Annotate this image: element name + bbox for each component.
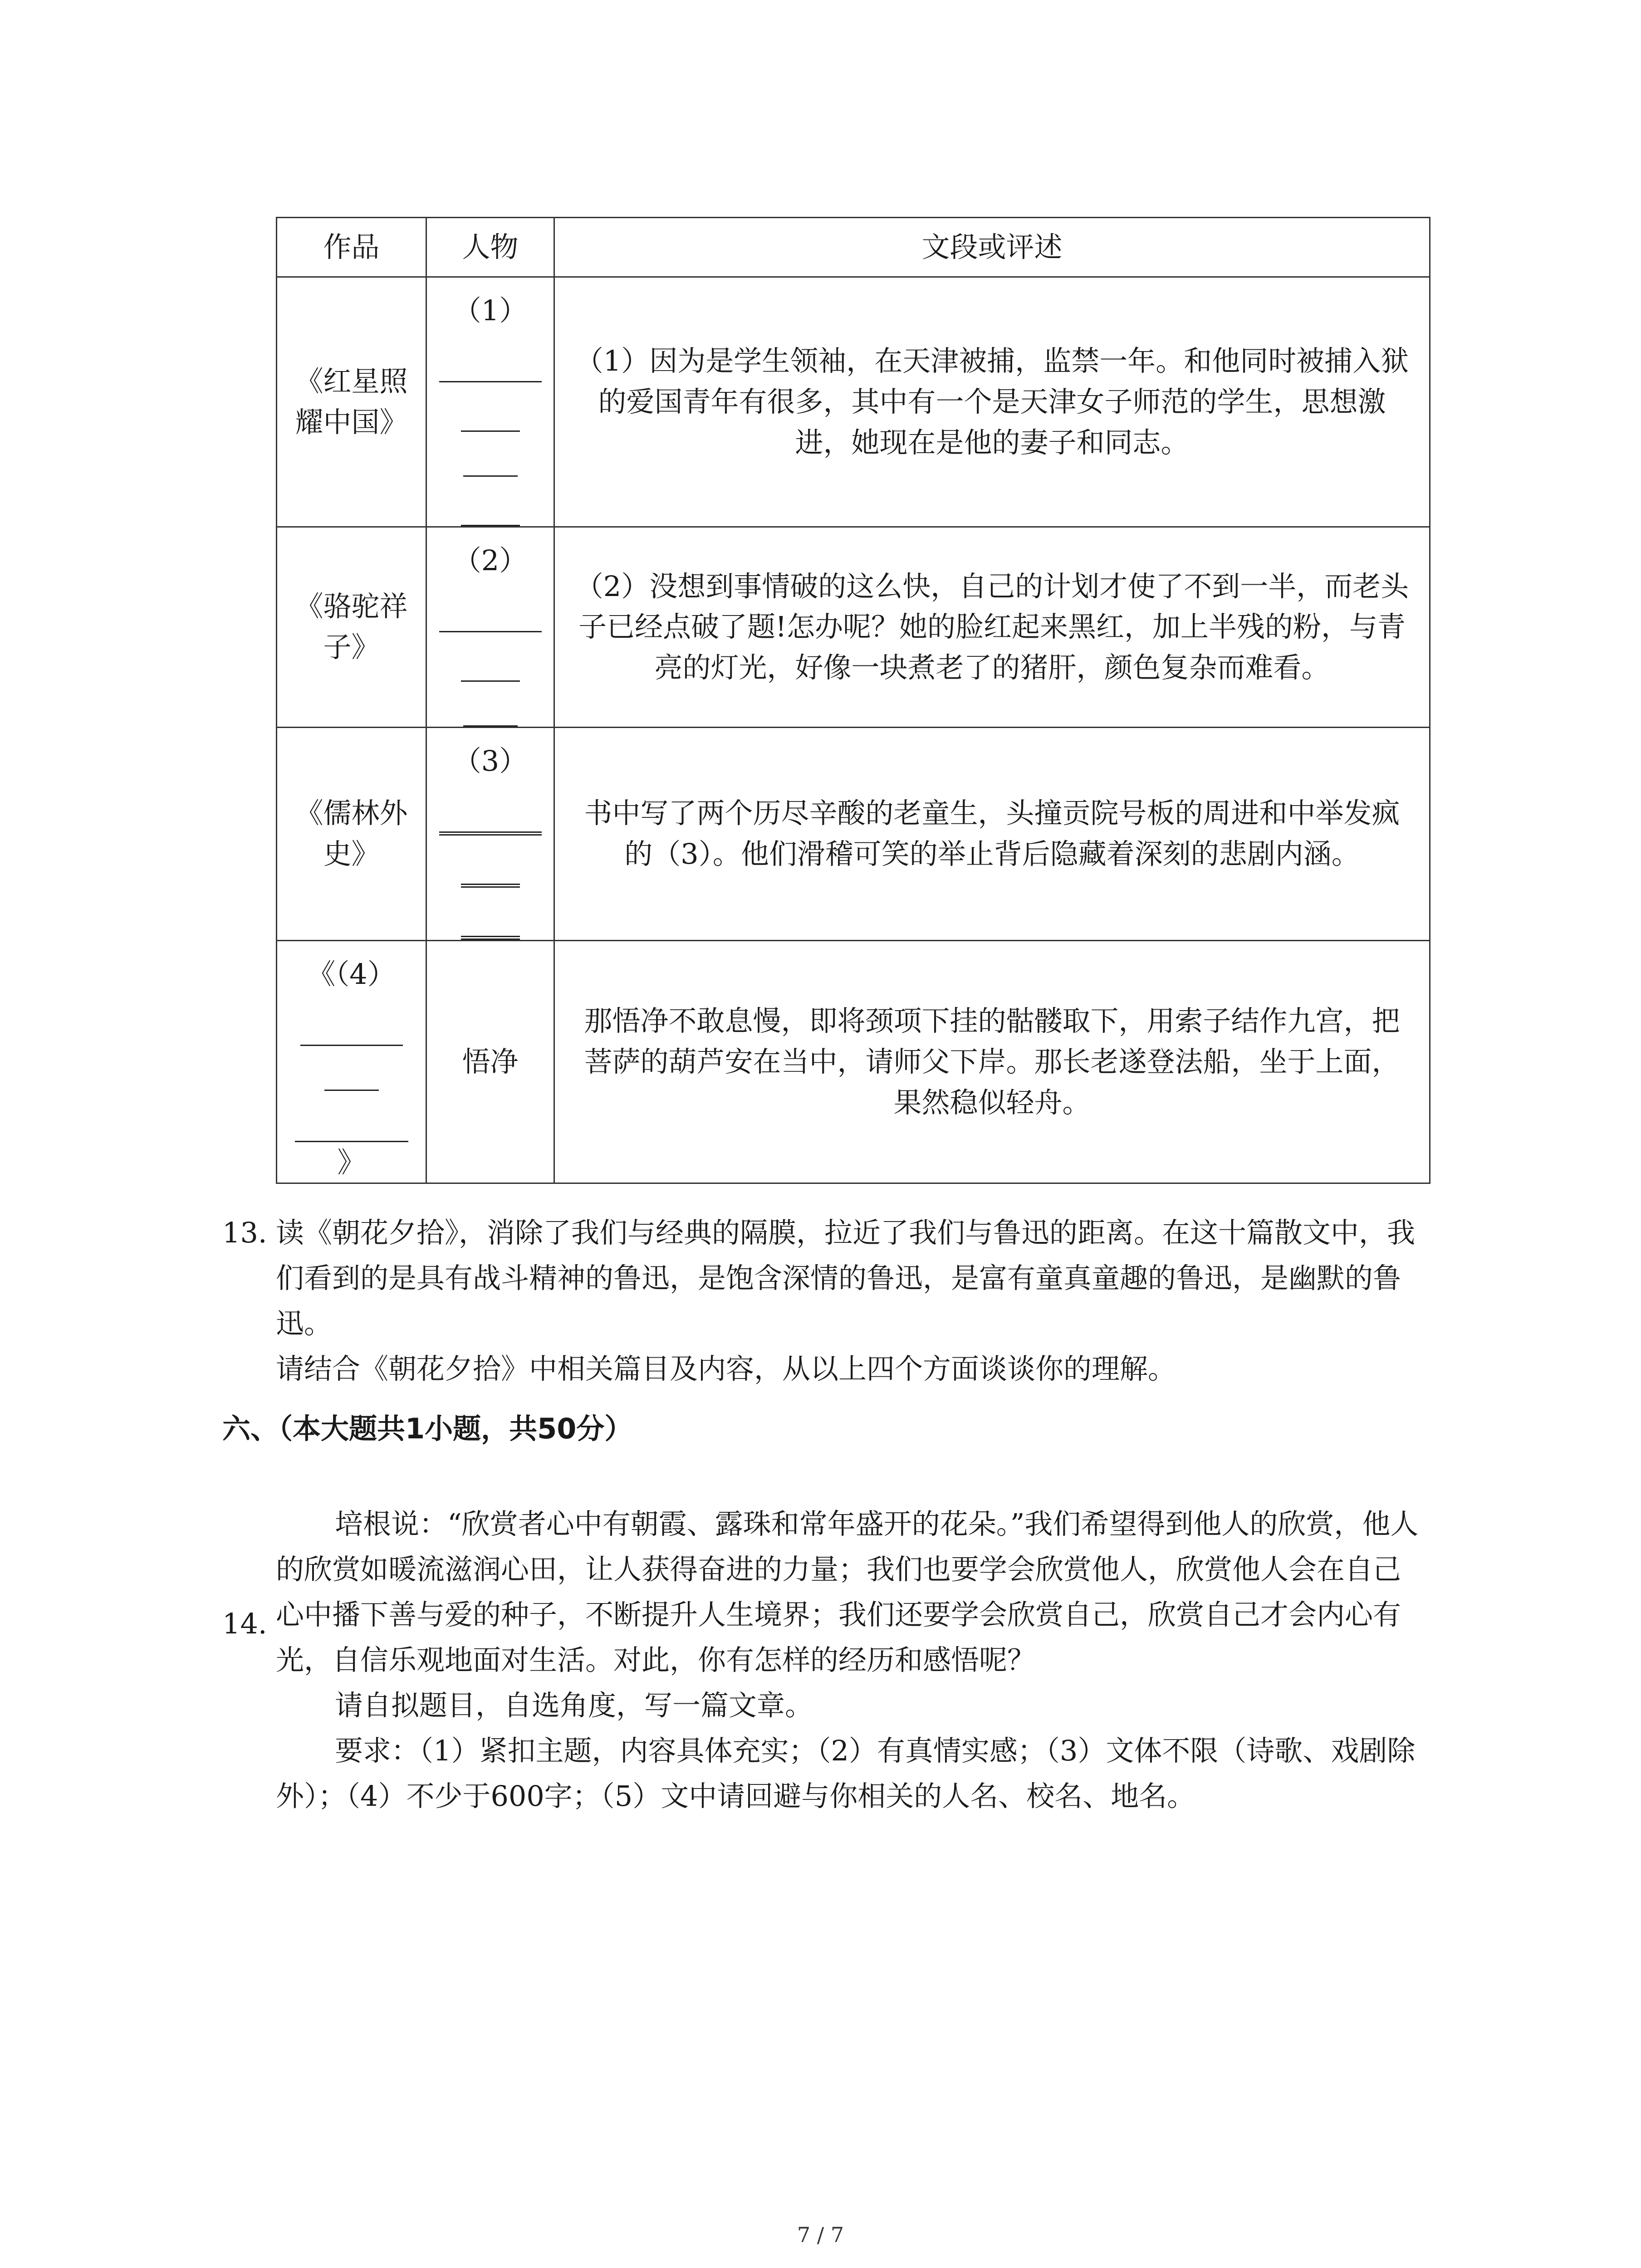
page-number: 7 / 7 xyxy=(797,2223,844,2247)
section-heading: 六、（本大题共1小题，共50分） xyxy=(222,1412,633,1445)
passage-text: （1）因为是学生领袖，在天津被捕，监禁一年。和他同时被捕入狱的爱国青年有很多，其中有一个是天津女子师范的学生，思想激进，她现在是他的妻子和同志。 xyxy=(554,277,1430,527)
question-14 xyxy=(276,1501,1428,1819)
question-number: 14. xyxy=(222,1607,267,1640)
work-title: 《儒林外史》 xyxy=(277,727,426,940)
table-row xyxy=(277,940,1430,1183)
answer-blank-line[interactable] xyxy=(324,1046,379,1091)
literature-table xyxy=(276,217,1430,1184)
table-header-row xyxy=(277,218,1430,277)
answer-blank-line[interactable] xyxy=(463,432,518,477)
table-row xyxy=(277,277,1430,527)
table-row xyxy=(277,727,1430,940)
question-paragraph: 读《朝花夕拾》，消除了我们与经典的隔膜，拉近了我们与鲁迅的距离。在这十篇散文中，我们看到的是具有战斗精神的鲁迅，是饱含深情的鲁迅，是富有童真童趣的鲁迅，是幽默的鲁迅。 xyxy=(276,1216,1416,1340)
work-title: 《骆驼祥子》 xyxy=(277,527,426,727)
answer-blank-line[interactable] xyxy=(439,782,542,836)
passage-text: 那悟净不敢息慢，即将颈项下挂的骷髅取下，用索子结作九宫，把菩萨的葫芦安在当中，请师父下岸。那长老遂登法船，坐于上面，果然稳似轻舟。 xyxy=(554,940,1430,1183)
question-13 xyxy=(276,1210,1437,1392)
question-prompt: 请结合《朝花夕拾》中相关篇目及内容，从以上四个方面谈谈你的理解。 xyxy=(276,1352,1176,1385)
question-instruction: 请自拟题目，自选角度，写一篇文章。 xyxy=(335,1689,813,1722)
blank-label: （2） xyxy=(453,543,528,577)
work-title-prefix: 《（4） xyxy=(307,957,396,991)
answer-blank-line[interactable] xyxy=(439,581,542,632)
blank-label: （3） xyxy=(453,744,528,777)
answer-blank-line[interactable] xyxy=(463,682,518,727)
answer-blank-line[interactable] xyxy=(461,382,520,432)
work-title-suffix: 》 xyxy=(337,1145,366,1179)
table-row xyxy=(277,527,1430,727)
header-text: 文段或评述 xyxy=(554,218,1430,277)
answer-blank-line[interactable] xyxy=(439,331,542,382)
answer-blank-line[interactable] xyxy=(461,836,520,888)
answer-blank-line[interactable] xyxy=(295,1091,408,1142)
answer-blank-line[interactable] xyxy=(461,477,520,526)
question-paragraph: 培根说：“欣赏者心中有朝霞、露珠和常年盛开的花朵。”我们希望得到他人的欣赏，他人的欣赏如暖流滋润心田，让人获得奋进的力量；我们也要学会欣赏他人，欣赏他人会在自己心中播下善与爱的种子，不断提升人生境界；我们还要学会欣赏自己，欣赏自己才会内心有光，自信乐观地面对生活。对此，你有怎样的经历和感悟呢？ xyxy=(276,1507,1419,1677)
character-blank-cell xyxy=(426,277,554,527)
character-blank-cell xyxy=(426,727,554,940)
passage-text: 书中写了两个历尽辛酸的老童生，头撞贡院号板的周进和中举发疯的（3）。他们滑稽可笑的举止背后隐藏着深刻的悲剧内涵。 xyxy=(554,727,1430,940)
question-number: 13. xyxy=(222,1216,267,1249)
character-blank-cell xyxy=(426,527,554,727)
header-character: 人物 xyxy=(426,218,554,277)
passage-text: （2）没想到事情破的这么快，自己的计划才使了不到一半，而老头子已经点破了题!怎办呢？她的脸红起来黑红，加上半残的粉，与青亮的灯光，好像一块煮老了的猪肝，颜色复杂而难看。 xyxy=(554,527,1430,727)
answer-blank-line[interactable] xyxy=(461,632,520,682)
work-title: 《红星照耀中国》 xyxy=(277,277,426,527)
header-work: 作品 xyxy=(277,218,426,277)
answer-blank-line[interactable] xyxy=(461,888,520,940)
answer-blank-line[interactable] xyxy=(300,995,403,1046)
work-title-blank-cell xyxy=(277,940,426,1183)
blank-label: （1） xyxy=(453,294,528,327)
character-name: 悟净 xyxy=(426,940,554,1183)
question-requirements: 要求：（1）紧扣主题，内容具体充实；（2）有真情实感；（3）文体不限（诗歌、戏剧除外）；（4）不少于600字；（5）文中请回避与你相关的人名、校名、地名。 xyxy=(276,1734,1416,1813)
